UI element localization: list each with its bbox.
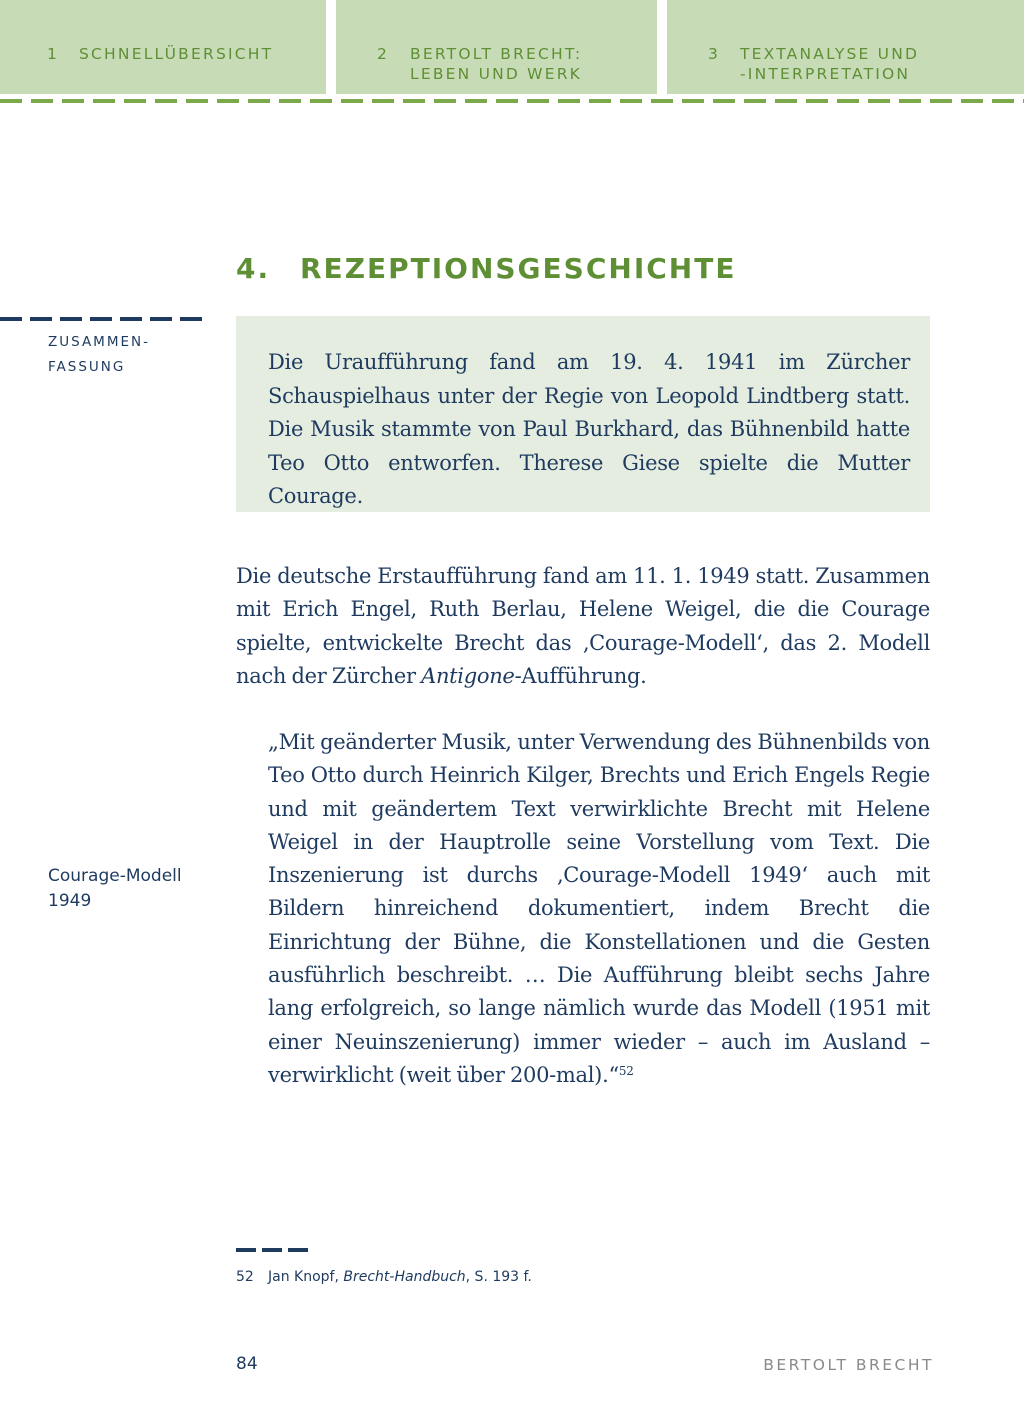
nav-tab-label: TEXTANALYSE UND -INTERPRETATION xyxy=(740,45,920,83)
chapter-number: 4. xyxy=(236,252,271,285)
footnote-number: 52 xyxy=(236,1269,254,1285)
nav-tab-bertolt-brecht[interactable] xyxy=(336,0,657,94)
footnote-reference[interactable]: 52 xyxy=(618,1063,634,1078)
nav-tab-label: BERTOLT BRECHT: LEBEN UND WERK xyxy=(410,45,583,83)
footnote xyxy=(236,1269,532,1285)
chapter-heading xyxy=(236,252,736,285)
body-text-part: -Aufführung. xyxy=(514,664,647,689)
margin-note: Courage-Modell 1949 xyxy=(48,866,182,911)
quote-text: „Mit geänderter Musik, unter Verwendung des Bühnenbilds von Teo Otto durch Heinrich Kilger, Brechts und Erich Engels Regie und mit geändertem Text verwirklichte Brecht mit Helene Weigel in der Hauptrolle seine Vorstellung vom Text. Die Inszenierung ist durchs ‚Courage-Modell 1949‘ auch mit Bildern hinreichend dokumentiert, indem Brecht die Einrichtung der Bühne, die Konstellationen und die Gesten ausführlich beschreibt. … Die Aufführung bleibt sechs Jahre lang erfolgreich, so lange nämlich wurde das Modell (1951 mit einer Neuinszenierung) immer wieder – auch im Ausland – verwirklicht (weit über 200-mal).“ xyxy=(268,730,930,1087)
nav-tab-label: SCHNELLÜBERSICHT xyxy=(79,45,274,63)
block-quote xyxy=(268,726,930,1092)
footnote-pages: , S. 193 f. xyxy=(465,1269,532,1285)
nav-tab-number: 1 xyxy=(47,45,60,63)
footnote-divider xyxy=(236,1248,308,1252)
body-paragraph xyxy=(236,560,930,694)
nav-tab-number: 3 xyxy=(708,45,721,63)
nav-tab-number: 2 xyxy=(377,45,390,63)
summary-text: Die Uraufführung fand am 19. 4. 1941 im Zürcher Schauspielhaus unter der Regie von Leopold Lindtberg statt. Die Musik stammte von Paul Burkhard, das Bühnenbild hatte Teo Otto entworfen. Therese Giese spielte die Mutter Courage. xyxy=(268,350,910,509)
footnote-author: Jan Knopf, xyxy=(268,1269,344,1285)
page-number: 84 xyxy=(236,1354,258,1374)
sidebar-divider xyxy=(0,317,206,321)
summary-side-heading: ZUSAMMEN- FASSUNG xyxy=(48,334,150,375)
nav-tab-textanalyse[interactable] xyxy=(667,0,1024,94)
header-divider xyxy=(0,99,1024,103)
running-footer: BERTOLT BRECHT xyxy=(763,1356,934,1374)
footnote-title: Brecht-Handbuch xyxy=(343,1269,466,1285)
body-text-part: Die deutsche Erstaufführung fand am 11. 1. 1949 statt. Zusammen mit Erich Engel, Ruth Berlau, Helene Weigel, die die Courage spielte, entwickelte Brecht das ‚Courage-Modell‘, das 2. Modell nach der Zürcher xyxy=(236,564,930,689)
body-italic-title: Antigone xyxy=(421,664,515,689)
chapter-title: REZEPTIONSGESCHICHTE xyxy=(300,252,737,285)
nav-tab-schnelluebersicht[interactable] xyxy=(0,0,326,94)
